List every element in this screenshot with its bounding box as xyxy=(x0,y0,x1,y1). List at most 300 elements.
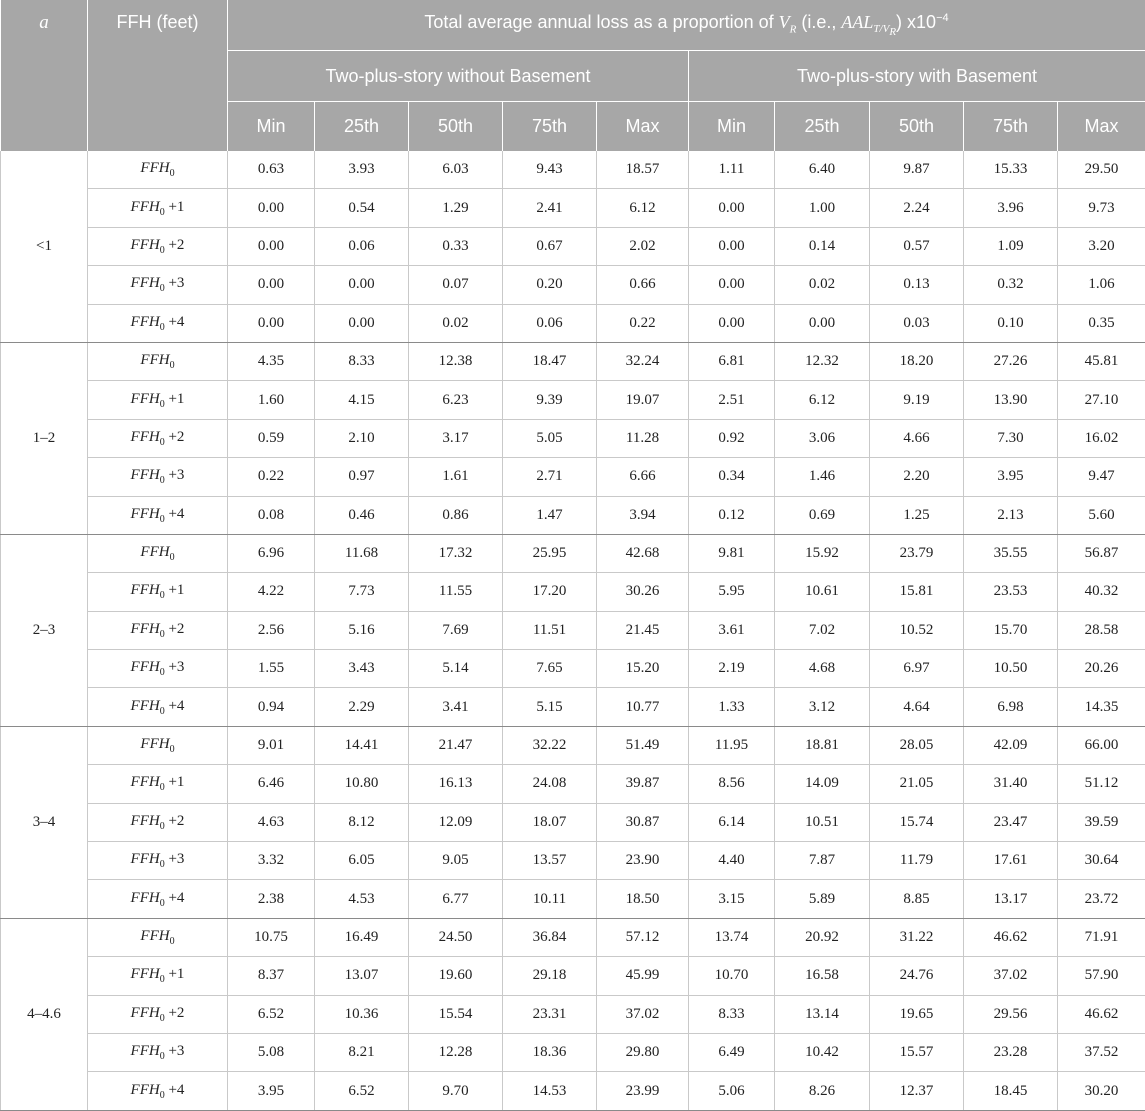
table-row xyxy=(1,419,1145,457)
value-cell: 0.10 xyxy=(964,304,1058,342)
value-cell: 0.06 xyxy=(315,227,409,265)
value-cell: 6.05 xyxy=(315,842,409,880)
value-cell: 25.95 xyxy=(503,534,597,572)
value-cell: 14.35 xyxy=(1058,688,1145,726)
value-cell: 56.87 xyxy=(1058,534,1145,572)
value-cell: 23.31 xyxy=(503,995,597,1033)
value-cell: 16.58 xyxy=(775,957,870,995)
value-cell: 4.35 xyxy=(228,342,315,380)
group-a-cell: 4–4.6 xyxy=(1,918,88,1110)
table-row xyxy=(1,534,1145,572)
header-stat: Min xyxy=(689,102,775,152)
value-cell: 23.72 xyxy=(1058,880,1145,918)
value-cell: 5.60 xyxy=(1058,496,1145,534)
ffh-cell: $FFH_0 +4$ xyxy=(88,496,228,534)
table-row xyxy=(1,304,1145,342)
value-cell: 24.50 xyxy=(409,918,503,956)
value-cell: 16.13 xyxy=(409,765,503,803)
group-a-cell: 3–4 xyxy=(1,726,88,918)
value-cell: 30.87 xyxy=(597,803,689,841)
value-cell: 16.49 xyxy=(315,918,409,956)
value-cell: 9.81 xyxy=(689,534,775,572)
value-cell: 6.96 xyxy=(228,534,315,572)
value-cell: 3.15 xyxy=(689,880,775,918)
value-cell: 6.98 xyxy=(964,688,1058,726)
value-cell: 0.02 xyxy=(775,266,870,304)
value-cell: 12.32 xyxy=(775,342,870,380)
value-cell: 10.80 xyxy=(315,765,409,803)
value-cell: 3.93 xyxy=(315,151,409,189)
value-cell: 1.25 xyxy=(870,496,964,534)
value-cell: 2.10 xyxy=(315,419,409,457)
value-cell: 0.67 xyxy=(503,227,597,265)
value-cell: 6.14 xyxy=(689,803,775,841)
table-row xyxy=(1,765,1145,803)
value-cell: 29.50 xyxy=(1058,151,1145,189)
value-cell: 7.87 xyxy=(775,842,870,880)
value-cell: 28.58 xyxy=(1058,611,1145,649)
value-cell: 8.56 xyxy=(689,765,775,803)
value-cell: 28.05 xyxy=(870,726,964,764)
value-cell: 1.29 xyxy=(409,189,503,227)
value-cell: 2.24 xyxy=(870,189,964,227)
ffh-cell: $FFH_0 +3$ xyxy=(88,650,228,688)
value-cell: 36.84 xyxy=(503,918,597,956)
value-cell: 15.54 xyxy=(409,995,503,1033)
value-cell: 8.33 xyxy=(315,342,409,380)
value-cell: 3.94 xyxy=(597,496,689,534)
value-cell: 20.92 xyxy=(775,918,870,956)
value-cell: 0.22 xyxy=(597,304,689,342)
value-cell: 1.55 xyxy=(228,650,315,688)
value-cell: 23.53 xyxy=(964,573,1058,611)
value-cell: 0.02 xyxy=(409,304,503,342)
value-cell: 3.61 xyxy=(689,611,775,649)
header-stat: 75th xyxy=(964,102,1058,152)
value-cell: 9.05 xyxy=(409,842,503,880)
value-cell: 1.11 xyxy=(689,151,775,189)
value-cell: 0.35 xyxy=(1058,304,1145,342)
value-cell: 13.07 xyxy=(315,957,409,995)
value-cell: 5.95 xyxy=(689,573,775,611)
value-cell: 57.90 xyxy=(1058,957,1145,995)
value-cell: 4.68 xyxy=(775,650,870,688)
value-cell: 11.95 xyxy=(689,726,775,764)
table-row xyxy=(1,266,1145,304)
value-cell: 31.22 xyxy=(870,918,964,956)
value-cell: 31.40 xyxy=(964,765,1058,803)
value-cell: 3.41 xyxy=(409,688,503,726)
value-cell: 0.34 xyxy=(689,458,775,496)
ffh-cell: $FFH_0 +4$ xyxy=(88,880,228,918)
header-stat: Min xyxy=(228,102,315,152)
value-cell: 10.70 xyxy=(689,957,775,995)
table-row xyxy=(1,573,1145,611)
table-row xyxy=(1,611,1145,649)
value-cell: 0.14 xyxy=(775,227,870,265)
value-cell: 13.90 xyxy=(964,381,1058,419)
group-a-cell: 2–3 xyxy=(1,534,88,726)
value-cell: 11.79 xyxy=(870,842,964,880)
value-cell: 6.97 xyxy=(870,650,964,688)
value-cell: 23.47 xyxy=(964,803,1058,841)
value-cell: 57.12 xyxy=(597,918,689,956)
value-cell: 51.49 xyxy=(597,726,689,764)
value-cell: 0.69 xyxy=(775,496,870,534)
value-cell: 0.33 xyxy=(409,227,503,265)
value-cell: 0.59 xyxy=(228,419,315,457)
value-cell: 24.08 xyxy=(503,765,597,803)
ffh-cell: $FFH_0$ xyxy=(88,342,228,380)
value-cell: 9.47 xyxy=(1058,458,1145,496)
value-cell: 9.43 xyxy=(503,151,597,189)
table-row xyxy=(1,1072,1145,1110)
value-cell: 1.47 xyxy=(503,496,597,534)
value-cell: 27.10 xyxy=(1058,381,1145,419)
value-cell: 16.02 xyxy=(1058,419,1145,457)
value-cell: 4.66 xyxy=(870,419,964,457)
value-cell: 23.28 xyxy=(964,1033,1058,1071)
value-cell: 37.52 xyxy=(1058,1033,1145,1071)
value-cell: 14.41 xyxy=(315,726,409,764)
header-stat: 25th xyxy=(775,102,870,152)
value-cell: 7.73 xyxy=(315,573,409,611)
ffh-cell: $FFH_0$ xyxy=(88,918,228,956)
table-row xyxy=(1,650,1145,688)
value-cell: 15.20 xyxy=(597,650,689,688)
value-cell: 0.92 xyxy=(689,419,775,457)
value-cell: 37.02 xyxy=(597,995,689,1033)
header-stat: 25th xyxy=(315,102,409,152)
value-cell: 30.20 xyxy=(1058,1072,1145,1110)
header-group-without-basement: Two-plus-story without Basement xyxy=(228,51,689,102)
value-cell: 0.00 xyxy=(228,227,315,265)
ffh-cell: $FFH_0 +2$ xyxy=(88,803,228,841)
value-cell: 3.17 xyxy=(409,419,503,457)
value-cell: 0.00 xyxy=(228,189,315,227)
value-cell: 1.33 xyxy=(689,688,775,726)
value-cell: 6.52 xyxy=(315,1072,409,1110)
value-cell: 7.30 xyxy=(964,419,1058,457)
header-a: a xyxy=(1,0,88,151)
value-cell: 10.51 xyxy=(775,803,870,841)
value-cell: 4.22 xyxy=(228,573,315,611)
value-cell: 0.00 xyxy=(228,266,315,304)
table-row xyxy=(1,381,1145,419)
value-cell: 39.87 xyxy=(597,765,689,803)
value-cell: 4.40 xyxy=(689,842,775,880)
value-cell: 3.20 xyxy=(1058,227,1145,265)
value-cell: 18.50 xyxy=(597,880,689,918)
value-cell: 3.43 xyxy=(315,650,409,688)
value-cell: 8.21 xyxy=(315,1033,409,1071)
value-cell: 19.65 xyxy=(870,995,964,1033)
value-cell: 13.17 xyxy=(964,880,1058,918)
value-cell: 18.07 xyxy=(503,803,597,841)
value-cell: 29.56 xyxy=(964,995,1058,1033)
value-cell: 0.00 xyxy=(315,266,409,304)
value-cell: 12.38 xyxy=(409,342,503,380)
value-cell: 6.52 xyxy=(228,995,315,1033)
value-cell: 1.06 xyxy=(1058,266,1145,304)
value-cell: 0.63 xyxy=(228,151,315,189)
ffh-cell: $FFH_0 +3$ xyxy=(88,458,228,496)
value-cell: 2.02 xyxy=(597,227,689,265)
value-cell: 23.99 xyxy=(597,1072,689,1110)
value-cell: 10.42 xyxy=(775,1033,870,1071)
value-cell: 21.47 xyxy=(409,726,503,764)
value-cell: 15.33 xyxy=(964,151,1058,189)
value-cell: 9.01 xyxy=(228,726,315,764)
value-cell: 0.86 xyxy=(409,496,503,534)
value-cell: 18.57 xyxy=(597,151,689,189)
value-cell: 1.46 xyxy=(775,458,870,496)
header-stat: 75th xyxy=(503,102,597,152)
value-cell: 5.15 xyxy=(503,688,597,726)
ffh-cell: $FFH_0$ xyxy=(88,726,228,764)
value-cell: 11.55 xyxy=(409,573,503,611)
value-cell: 35.55 xyxy=(964,534,1058,572)
ffh-cell: $FFH_0 +1$ xyxy=(88,957,228,995)
value-cell: 10.75 xyxy=(228,918,315,956)
value-cell: 1.09 xyxy=(964,227,1058,265)
value-cell: 29.18 xyxy=(503,957,597,995)
value-cell: 24.76 xyxy=(870,957,964,995)
header-stat: Max xyxy=(1058,102,1145,152)
table-row xyxy=(1,342,1145,380)
value-cell: 17.32 xyxy=(409,534,503,572)
header-title: Total average annual loss as a proportion of $V_R$ (i.e., $AAL_{T/V_R}$) $x10^{-4}$ xyxy=(228,0,1145,51)
value-cell: 46.62 xyxy=(1058,995,1145,1033)
table-row xyxy=(1,496,1145,534)
value-cell: 29.80 xyxy=(597,1033,689,1071)
table-row xyxy=(1,458,1145,496)
value-cell: 5.16 xyxy=(315,611,409,649)
value-cell: 0.00 xyxy=(228,304,315,342)
value-cell: 5.05 xyxy=(503,419,597,457)
value-cell: 8.12 xyxy=(315,803,409,841)
table-row xyxy=(1,918,1145,956)
value-cell: 11.68 xyxy=(315,534,409,572)
value-cell: 8.26 xyxy=(775,1072,870,1110)
value-cell: 8.37 xyxy=(228,957,315,995)
value-cell: 6.12 xyxy=(775,381,870,419)
value-cell: 0.54 xyxy=(315,189,409,227)
value-cell: 18.36 xyxy=(503,1033,597,1071)
value-cell: 0.13 xyxy=(870,266,964,304)
value-cell: 5.06 xyxy=(689,1072,775,1110)
value-cell: 30.26 xyxy=(597,573,689,611)
value-cell: 32.22 xyxy=(503,726,597,764)
value-cell: 4.53 xyxy=(315,880,409,918)
value-cell: 6.03 xyxy=(409,151,503,189)
value-cell: 45.81 xyxy=(1058,342,1145,380)
value-cell: 46.62 xyxy=(964,918,1058,956)
value-cell: 42.09 xyxy=(964,726,1058,764)
value-cell: 0.57 xyxy=(870,227,964,265)
value-cell: 0.97 xyxy=(315,458,409,496)
group-a-cell: <1 xyxy=(1,151,88,342)
value-cell: 2.41 xyxy=(503,189,597,227)
value-cell: 45.99 xyxy=(597,957,689,995)
value-cell: 6.49 xyxy=(689,1033,775,1071)
value-cell: 0.00 xyxy=(689,266,775,304)
ffh-cell: $FFH_0 +1$ xyxy=(88,573,228,611)
value-cell: 6.40 xyxy=(775,151,870,189)
value-cell: 9.70 xyxy=(409,1072,503,1110)
ffh-cell: $FFH_0 +4$ xyxy=(88,304,228,342)
value-cell: 12.28 xyxy=(409,1033,503,1071)
value-cell: 15.92 xyxy=(775,534,870,572)
header-ffh: FFH (feet) xyxy=(88,0,228,151)
header-stat: 50th xyxy=(870,102,964,152)
value-cell: 0.00 xyxy=(775,304,870,342)
value-cell: 2.38 xyxy=(228,880,315,918)
value-cell: 2.71 xyxy=(503,458,597,496)
value-cell: 42.68 xyxy=(597,534,689,572)
ffh-cell: $FFH_0 +1$ xyxy=(88,765,228,803)
value-cell: 66.00 xyxy=(1058,726,1145,764)
table-row xyxy=(1,726,1145,764)
value-cell: 51.12 xyxy=(1058,765,1145,803)
ffh-cell: $FFH_0 +2$ xyxy=(88,995,228,1033)
table-row xyxy=(1,995,1145,1033)
value-cell: 13.14 xyxy=(775,995,870,1033)
value-cell: 32.24 xyxy=(597,342,689,380)
value-cell: 14.09 xyxy=(775,765,870,803)
table-row xyxy=(1,227,1145,265)
table-row xyxy=(1,842,1145,880)
value-cell: 12.37 xyxy=(870,1072,964,1110)
value-cell: 0.12 xyxy=(689,496,775,534)
value-cell: 3.95 xyxy=(964,458,1058,496)
value-cell: 10.50 xyxy=(964,650,1058,688)
value-cell: 18.47 xyxy=(503,342,597,380)
value-cell: 17.61 xyxy=(964,842,1058,880)
header-group-with-basement: Two-plus-story with Basement xyxy=(689,51,1145,102)
value-cell: 0.03 xyxy=(870,304,964,342)
value-cell: 1.61 xyxy=(409,458,503,496)
value-cell: 10.61 xyxy=(775,573,870,611)
value-cell: 13.74 xyxy=(689,918,775,956)
value-cell: 2.51 xyxy=(689,381,775,419)
ffh-cell: $FFH_0 +3$ xyxy=(88,266,228,304)
value-cell: 5.14 xyxy=(409,650,503,688)
value-cell: 10.52 xyxy=(870,611,964,649)
value-cell: 18.20 xyxy=(870,342,964,380)
value-cell: 30.64 xyxy=(1058,842,1145,880)
value-cell: 0.00 xyxy=(689,189,775,227)
value-cell: 18.45 xyxy=(964,1072,1058,1110)
value-cell: 2.56 xyxy=(228,611,315,649)
ffh-cell: $FFH_0 +3$ xyxy=(88,1033,228,1071)
value-cell: 0.00 xyxy=(689,304,775,342)
value-cell: 9.39 xyxy=(503,381,597,419)
value-cell: 7.65 xyxy=(503,650,597,688)
table-row xyxy=(1,151,1145,189)
value-cell: 0.06 xyxy=(503,304,597,342)
value-cell: 0.32 xyxy=(964,266,1058,304)
value-cell: 39.59 xyxy=(1058,803,1145,841)
value-cell: 9.73 xyxy=(1058,189,1145,227)
group-a-cell: 1–2 xyxy=(1,342,88,534)
ffh-cell: $FFH_0 +2$ xyxy=(88,611,228,649)
value-cell: 12.09 xyxy=(409,803,503,841)
value-cell: 37.02 xyxy=(964,957,1058,995)
value-cell: 6.81 xyxy=(689,342,775,380)
value-cell: 15.57 xyxy=(870,1033,964,1071)
value-cell: 3.95 xyxy=(228,1072,315,1110)
value-cell: 0.94 xyxy=(228,688,315,726)
value-cell: 23.79 xyxy=(870,534,964,572)
value-cell: 14.53 xyxy=(503,1072,597,1110)
table-body xyxy=(1,151,1145,1110)
value-cell: 5.89 xyxy=(775,880,870,918)
table-row xyxy=(1,1033,1145,1071)
value-cell: 7.02 xyxy=(775,611,870,649)
value-cell: 23.90 xyxy=(597,842,689,880)
ffh-cell: $FFH_0$ xyxy=(88,151,228,189)
table-row xyxy=(1,189,1145,227)
value-cell: 2.29 xyxy=(315,688,409,726)
value-cell: 4.15 xyxy=(315,381,409,419)
ffh-cell: $FFH_0 +1$ xyxy=(88,381,228,419)
value-cell: 2.13 xyxy=(964,496,1058,534)
value-cell: 3.12 xyxy=(775,688,870,726)
value-cell: 4.64 xyxy=(870,688,964,726)
ffh-cell: $FFH_0 +4$ xyxy=(88,1072,228,1110)
ffh-cell: $FFH_0$ xyxy=(88,534,228,572)
value-cell: 19.07 xyxy=(597,381,689,419)
value-cell: 20.26 xyxy=(1058,650,1145,688)
value-cell: 6.23 xyxy=(409,381,503,419)
value-cell: 4.63 xyxy=(228,803,315,841)
value-cell: 27.26 xyxy=(964,342,1058,380)
value-cell: 11.51 xyxy=(503,611,597,649)
value-cell: 0.08 xyxy=(228,496,315,534)
value-cell: 2.19 xyxy=(689,650,775,688)
value-cell: 0.00 xyxy=(689,227,775,265)
value-cell: 6.77 xyxy=(409,880,503,918)
value-cell: 0.46 xyxy=(315,496,409,534)
value-cell: 15.70 xyxy=(964,611,1058,649)
header-stat: Max xyxy=(597,102,689,152)
ffh-cell: $FFH_0 +3$ xyxy=(88,842,228,880)
value-cell: 5.08 xyxy=(228,1033,315,1071)
value-cell: 9.87 xyxy=(870,151,964,189)
value-cell: 40.32 xyxy=(1058,573,1145,611)
value-cell: 8.85 xyxy=(870,880,964,918)
value-cell: 0.20 xyxy=(503,266,597,304)
value-cell: 15.81 xyxy=(870,573,964,611)
value-cell: 13.57 xyxy=(503,842,597,880)
value-cell: 15.74 xyxy=(870,803,964,841)
value-cell: 10.77 xyxy=(597,688,689,726)
table-row xyxy=(1,880,1145,918)
value-cell: 0.00 xyxy=(315,304,409,342)
ffh-cell: $FFH_0 +2$ xyxy=(88,227,228,265)
value-cell: 17.20 xyxy=(503,573,597,611)
value-cell: 71.91 xyxy=(1058,918,1145,956)
value-cell: 21.05 xyxy=(870,765,964,803)
value-cell: 2.20 xyxy=(870,458,964,496)
value-cell: 10.11 xyxy=(503,880,597,918)
value-cell: 0.07 xyxy=(409,266,503,304)
ffh-cell: $FFH_0 +1$ xyxy=(88,189,228,227)
table-row xyxy=(1,803,1145,841)
value-cell: 6.46 xyxy=(228,765,315,803)
ffh-cell: $FFH_0 +4$ xyxy=(88,688,228,726)
